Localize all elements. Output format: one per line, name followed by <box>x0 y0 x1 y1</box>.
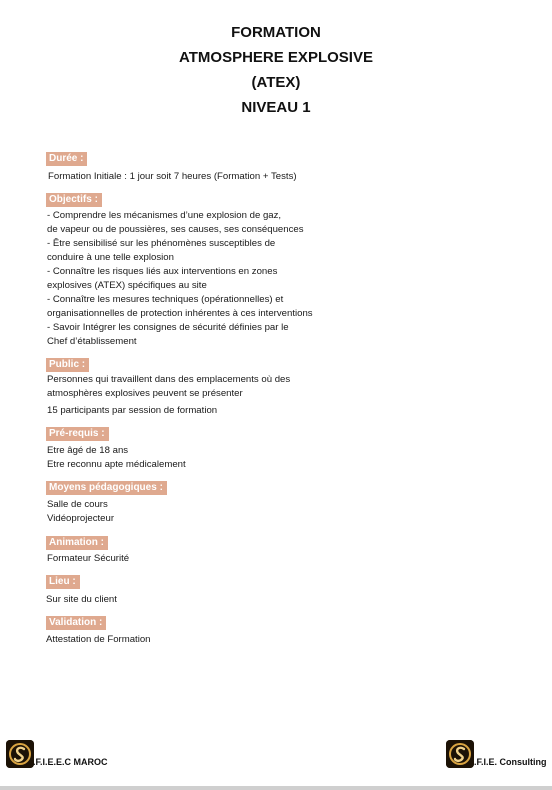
objectifs-line: - Savoir Intégrer les consignes de sécurité définies par le <box>47 322 289 333</box>
title-line-3: (ATEX) <box>251 74 301 91</box>
moyens-line: Salle de cours <box>47 499 108 510</box>
section-label-duree: Durée : <box>46 152 87 166</box>
title-line-1: FORMATION <box>231 24 321 41</box>
section-label-moyens: Moyens pédagogiques : <box>46 481 167 495</box>
sfiee-logo-icon <box>446 740 474 768</box>
document-title <box>0 20 552 120</box>
moyens-line: Vidéoprojecteur <box>47 513 115 524</box>
objectifs-line: - Connaître les risques liés aux interventions en zones <box>47 266 278 277</box>
prerequis-line: Etre reconnu apte médicalement <box>47 459 186 470</box>
footer-company-right: .F.I.E. Consulting <box>474 757 547 767</box>
objectifs-line: - Comprendre les mécanismes d’une explosion de gaz, <box>47 210 282 221</box>
title-line-4: NIVEAU 1 <box>241 99 311 116</box>
objectifs-line: Chef d’établissement <box>47 336 137 347</box>
public-line: 15 participants par session de formation <box>47 405 218 416</box>
objectifs-line: conduire à une telle explosion <box>47 252 174 263</box>
objectifs-line: - Être sensibilisé sur les phénomènes susceptibles de <box>47 238 276 249</box>
footer-company-left: .F.I.E.E.C MAROC <box>33 757 108 767</box>
sfiee-logo-icon <box>6 740 34 768</box>
lieu-text: Sur site du client <box>46 594 117 605</box>
animation-text: Formateur Sécurité <box>47 553 130 564</box>
bottom-divider <box>0 786 552 790</box>
objectifs-line: - Connaître les mesures techniques (opérationnelles) et <box>47 294 284 305</box>
objectifs-line: de vapeur ou de poussières, ses causes, ses conséquences <box>47 224 304 235</box>
section-label-objectifs: Objectifs : <box>46 193 102 207</box>
duree-text: Formation Initiale : 1 jour soit 7 heures (Formation + Tests) <box>48 171 297 182</box>
section-label-validation: Validation : <box>46 616 106 630</box>
section-label-prerequis: Pré-requis : <box>46 427 109 441</box>
public-line: Personnes qui travaillent dans des emplacements où des <box>47 374 291 385</box>
section-label-animation: Animation : <box>46 536 108 550</box>
prerequis-line: Etre âgé de 18 ans <box>47 445 129 456</box>
objectifs-line: organisationnelles de protection inhérentes à ces interventions <box>47 308 313 319</box>
public-line: atmosphères explosives peuvent se présenter <box>47 388 243 399</box>
validation-text: Attestation de Formation <box>46 634 151 645</box>
page-footer <box>0 740 552 790</box>
objectifs-line: explosives (ATEX) spécifiques au site <box>47 280 207 291</box>
section-label-lieu: Lieu : <box>46 575 80 589</box>
section-label-public: Public : <box>46 358 89 372</box>
title-line-2: ATMOSPHERE EXPLOSIVE <box>179 49 373 66</box>
